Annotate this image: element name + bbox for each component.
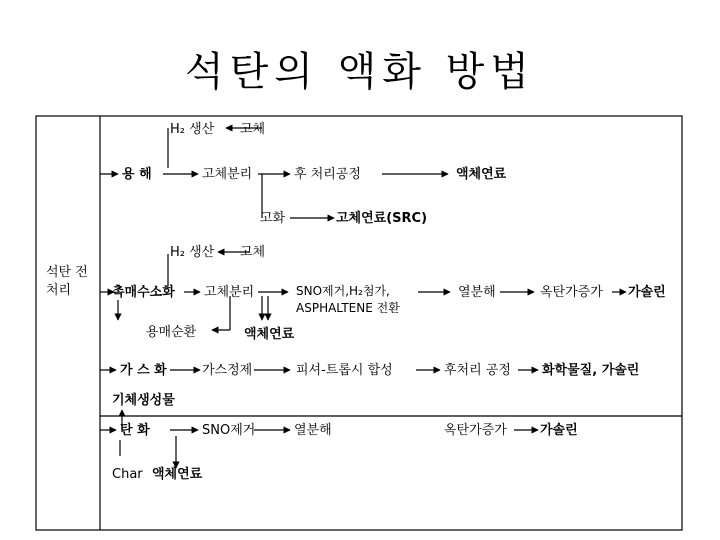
node-src: 고체연료(SRC) [336,211,428,226]
node-dissolution: 용 해 [122,167,152,182]
node-solvent-recycle: 용매순환 [146,325,197,340]
node-char: Char [112,467,143,482]
node-gasoline-1: 가솔린 [628,285,666,300]
node-pyrolysis-2: 열분해 [294,423,332,438]
node-h2-gen-2: H₂ 생산 [170,245,215,260]
node-chemicals: 화학물질, 가솔린 [542,363,640,378]
node-fischer: 피셔-트롭시 합성 [296,363,393,378]
node-solidify: 고화 [260,211,286,226]
node-sno-line-1: SNO제거,H₂첨가, [296,284,390,298]
node-liquid-fuel-2: 액체연료 [244,327,295,342]
node-h2-gen-1: H₂ 생산 [170,122,215,137]
node-solid-sep-1: 고체분리 [202,167,253,182]
node-post-process-2: 후처리 공정 [444,363,511,378]
node-liquid-fuel-1: 액체연료 [456,167,507,182]
node-octane-2: 옥탄가증가 [444,423,507,438]
node-catalytic-hydro: 촉매수소화 [112,285,175,300]
node-sno-removal: SNO제거 [202,423,256,438]
page-title: 석탄의 액화 방법 [185,49,535,95]
node-solid-2: 고체 [240,245,266,260]
node-carbonization: 탄 화 [120,423,150,438]
node-gas-gen: 기체생성물 [112,393,175,408]
node-gasification: 가 스 화 [120,363,167,378]
node-post-process: 후 처리공정 [294,167,361,182]
node-octane-1: 옥탄가증가 [540,285,603,300]
side-label-2: 처리 [46,283,72,298]
node-solid-1: 고체 [240,122,266,137]
side-label-1: 석탄 전 [46,265,88,280]
node-sno-line-2: ASPHALTENE 전환 [296,301,400,315]
node-gas-purify: 가스정제 [202,363,253,378]
node-solid-sep-2: 고체분리 [204,285,255,300]
node-pyrolysis-1: 열분해 [458,285,496,300]
node-gasoline-2: 가솔린 [540,423,578,438]
node-liquid-fuel-3: 액체연료 [152,467,203,482]
